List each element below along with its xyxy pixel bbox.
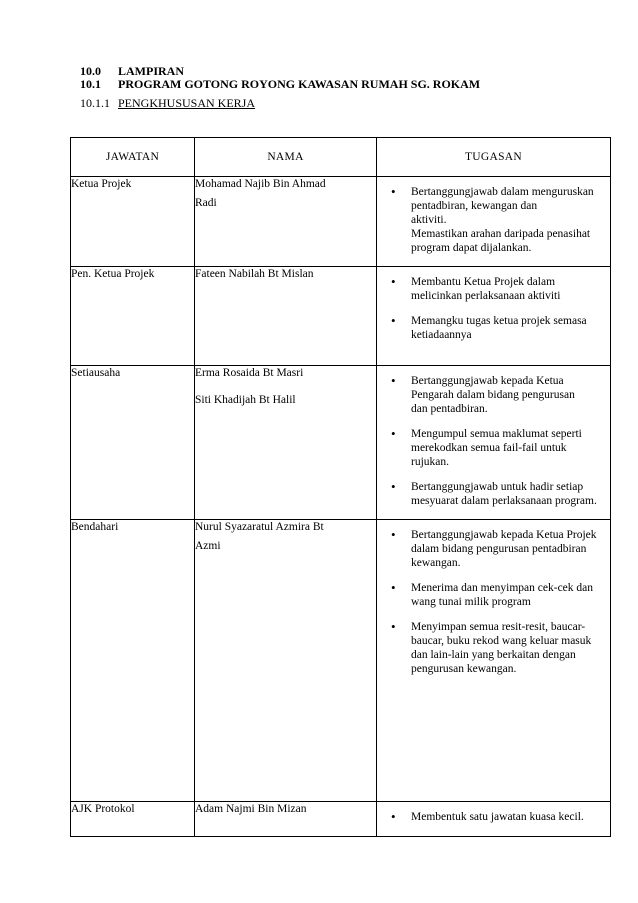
duty-item <box>383 810 604 824</box>
role-cell: AJK Protokol <box>71 802 195 837</box>
duty-text: • Mengumpul semua maklumat seperti <box>411 428 582 440</box>
duty-list <box>377 802 610 824</box>
duty-text: dan lain-lain yang berkaitan dengan <box>411 649 576 661</box>
duties-cell <box>377 802 611 837</box>
duty-text: pentadbiran, kewangan dan <box>411 200 538 212</box>
person-name-line: Nurul Syazaratul Azmira Bt <box>195 521 324 533</box>
duty-item <box>383 185 604 255</box>
name-cell <box>195 177 377 267</box>
role-cell: Ketua Projek <box>71 177 195 267</box>
duty-text: • Menyimpan semua resit-resit, baucar- <box>411 621 586 633</box>
duty-text: Memastikan arahan daripada penasihat <box>411 228 591 240</box>
role-cell: Bendahari <box>71 520 195 802</box>
duty-text: • Membentuk satu jawatan kuasa kecil. <box>411 811 584 823</box>
duties-cell <box>377 177 611 267</box>
section-title: LAMPIRAN <box>118 64 184 78</box>
duty-text: aktiviti. <box>411 214 447 226</box>
duty-text: program dapat dijalankan. <box>411 242 532 254</box>
role-cell: Pen. Ketua Projek <box>71 267 195 366</box>
section-title: PROGRAM GOTONG ROYONG KAWASAN RUMAH SG. ROKAM <box>118 77 481 91</box>
duty-list <box>377 177 610 255</box>
duty-item <box>383 528 604 570</box>
duties-cell <box>377 366 611 520</box>
duty-text: • Bertanggungjawab kepada Ketua Projek <box>411 529 597 541</box>
name-cell <box>195 366 377 520</box>
section-number: 10.0 <box>80 64 101 78</box>
duty-item <box>383 275 604 303</box>
duty-item <box>383 314 604 342</box>
duty-list <box>377 366 610 508</box>
duty-list <box>377 520 610 676</box>
person-name-line: Erma Rosaida Bt Masri <box>195 367 304 379</box>
duty-text: • Bertanggungjawab kepada Ketua <box>411 375 564 387</box>
table-row <box>71 366 611 520</box>
duty-text: Pengarah dalam bidang pengurusan <box>411 389 575 401</box>
roles-table <box>70 137 611 837</box>
table-row <box>71 177 611 267</box>
table-row <box>71 520 611 802</box>
subsection-title: PENGKHUSUSAN KERJA <box>118 96 256 110</box>
duty-text: • Memangku tugas ketua projek semasa <box>411 315 587 327</box>
name-cell <box>195 802 377 837</box>
person-name-line: Siti Khadijah Bt Halil <box>195 394 296 406</box>
person-name-line: Azmi <box>195 540 221 552</box>
duty-text: dan pentadbiran. <box>411 403 488 415</box>
duties-cell <box>377 267 611 366</box>
role-cell: Setiausaha <box>71 366 195 520</box>
person-name-line: Adam Najmi Bin Mizan <box>195 803 307 815</box>
duty-item <box>383 581 604 609</box>
duty-text: • Bertanggungjawab untuk hadir setiap <box>411 481 584 493</box>
duty-text: ketiadaannya <box>411 329 472 341</box>
duty-text: baucar, buku rekod wang keluar masuk <box>411 635 592 647</box>
name-cell <box>195 267 377 366</box>
duty-item <box>383 480 604 508</box>
subsection-number: 10.1.1 <box>80 96 110 110</box>
duty-text: merekodkan semua fail-fail untuk rujukan. <box>411 442 567 468</box>
duty-item <box>383 374 604 416</box>
duty-list <box>377 267 610 342</box>
table-header-row <box>71 138 611 177</box>
duty-text: mesyuarat dalam perlaksanaan program. <box>411 495 597 507</box>
duty-text: melicinkan perlaksanaan aktiviti <box>411 290 561 302</box>
duty-text: • Membantu Ketua Projek dalam <box>411 276 556 288</box>
table-row <box>71 267 611 366</box>
person-name-line: Mohamad Najib Bin Ahmad <box>195 178 326 190</box>
duty-text: • Bertanggungjawab dalam menguruskan <box>411 186 594 198</box>
duty-text: • Menerima dan menyimpan cek-cek dan <box>411 582 594 594</box>
duty-text: kewangan. <box>411 557 461 569</box>
duty-text: pengurusan kewangan. <box>411 663 517 675</box>
duty-item <box>383 620 604 676</box>
person-name-line: Fateen Nabilah Bt Mislan <box>195 268 314 280</box>
column-header-nama: NAMA <box>195 138 377 177</box>
duty-text: wang tunai milik program <box>411 596 531 608</box>
table-row <box>71 802 611 837</box>
column-header-tugasan: TUGASAN <box>377 138 611 177</box>
duty-item <box>383 427 604 469</box>
person-name-line: Radi <box>195 197 217 209</box>
section-number: 10.1 <box>80 77 101 91</box>
column-header-jawatan: JAWATAN <box>71 138 195 177</box>
name-cell <box>195 520 377 802</box>
duty-text: dalam bidang pengurusan pentadbiran <box>411 543 587 555</box>
duties-cell <box>377 520 611 802</box>
